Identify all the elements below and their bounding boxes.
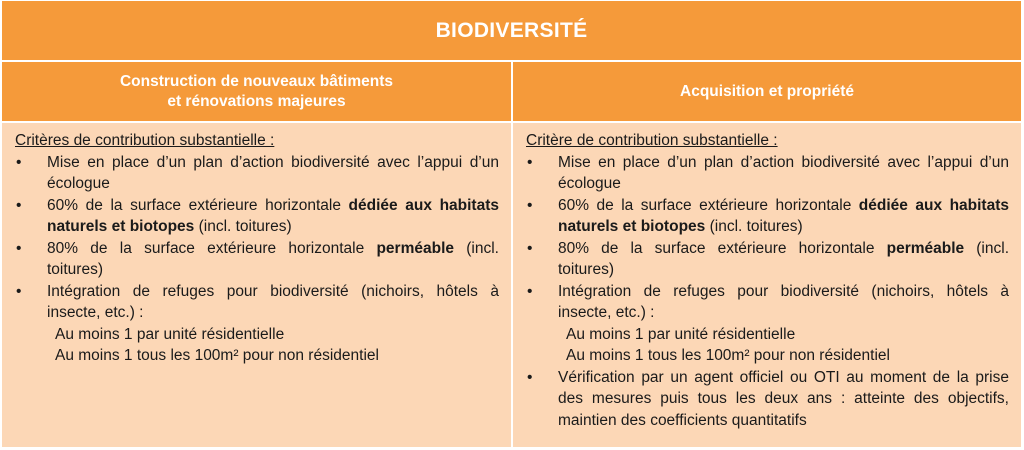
criteria-item — [15, 152, 499, 195]
criteria-sub-item: Au moins 1 tous les 100m² pour non résidentiel — [566, 347, 890, 364]
criteria-text: 80% de la surface extérieure horizontale — [47, 239, 377, 257]
criteria-text: (incl. toitures) — [558, 239, 1009, 278]
criteria-sub-item: Au moins 1 par unité résidentielle — [566, 325, 796, 343]
criteria-list — [526, 152, 1009, 432]
criteria-text: (incl. toitures) — [705, 218, 803, 235]
criteria-cell-construction — [2, 123, 511, 447]
biodiversity-table — [2, 1, 1021, 447]
criteria-item — [526, 281, 1009, 367]
criteria-text: (incl. toitures) — [194, 218, 292, 235]
criteria-item — [15, 195, 499, 238]
criteria-bold-text: dédiée aux habitats naturels et biotopes — [558, 196, 1009, 235]
criteria-text: Intégration de refuges pour biodiversité (nichoirs, hôtels à insecte, etc.) : — [47, 282, 499, 321]
criteria-list — [15, 152, 499, 367]
criteria-cell-acquisition — [513, 123, 1021, 447]
criteria-bold-text: dédiée aux habitats naturels et biotopes — [47, 196, 499, 235]
criteria-text: Intégration de refuges pour biodiversité (nichoirs, hôtels à insecte, etc.) : — [558, 282, 1009, 321]
criteria-text: Mise en place d’un plan d’action biodiversité avec l’appui d’un écologue — [47, 153, 499, 192]
criteria-sub-item: Au moins 1 tous les 100m² pour non résidentiel — [55, 347, 379, 364]
criteria-item — [526, 195, 1009, 238]
criteria-item — [15, 281, 499, 367]
criteria-text: (incl. toitures) — [47, 239, 499, 278]
criteria-bold-text: perméable — [886, 239, 965, 257]
criteria-text: Vérification par un agent officiel ou OTI au moment de la prise des mesures puis tous les deux ans : atteinte des objectifs, maintien des coefficients quantitatifs — [558, 368, 1009, 429]
criteria-text: 60% de la surface extérieure horizontale — [47, 196, 349, 214]
criteria-sub-item: Au moins 1 par unité résidentielle — [55, 325, 285, 343]
criteria-text: 60% de la surface extérieure horizontale — [558, 196, 859, 214]
criteria-item — [526, 238, 1009, 281]
column-header-label: Construction de nouveaux bâtiments et rénovations majeures — [119, 72, 393, 110]
column-header-construction — [2, 62, 511, 121]
criteria-heading: Critère de contribution substantielle : — [526, 132, 778, 149]
criteria-item — [15, 238, 499, 281]
criteria-bold-text: perméable — [376, 239, 454, 257]
column-header-label: Acquisition et propriété — [680, 82, 854, 100]
criteria-item — [526, 367, 1009, 432]
criteria-item — [526, 152, 1009, 195]
criteria-text: Mise en place d’un plan d’action biodiversité avec l’appui d’un écologue — [558, 153, 1009, 192]
criteria-heading: Critères de contribution substantielle : — [15, 132, 275, 149]
column-header-acquisition — [513, 62, 1021, 121]
criteria-text: 80% de la surface extérieure horizontale — [558, 239, 887, 257]
table-title: BIODIVERSITÉ — [435, 18, 588, 42]
table-title-row — [2, 1, 1021, 60]
